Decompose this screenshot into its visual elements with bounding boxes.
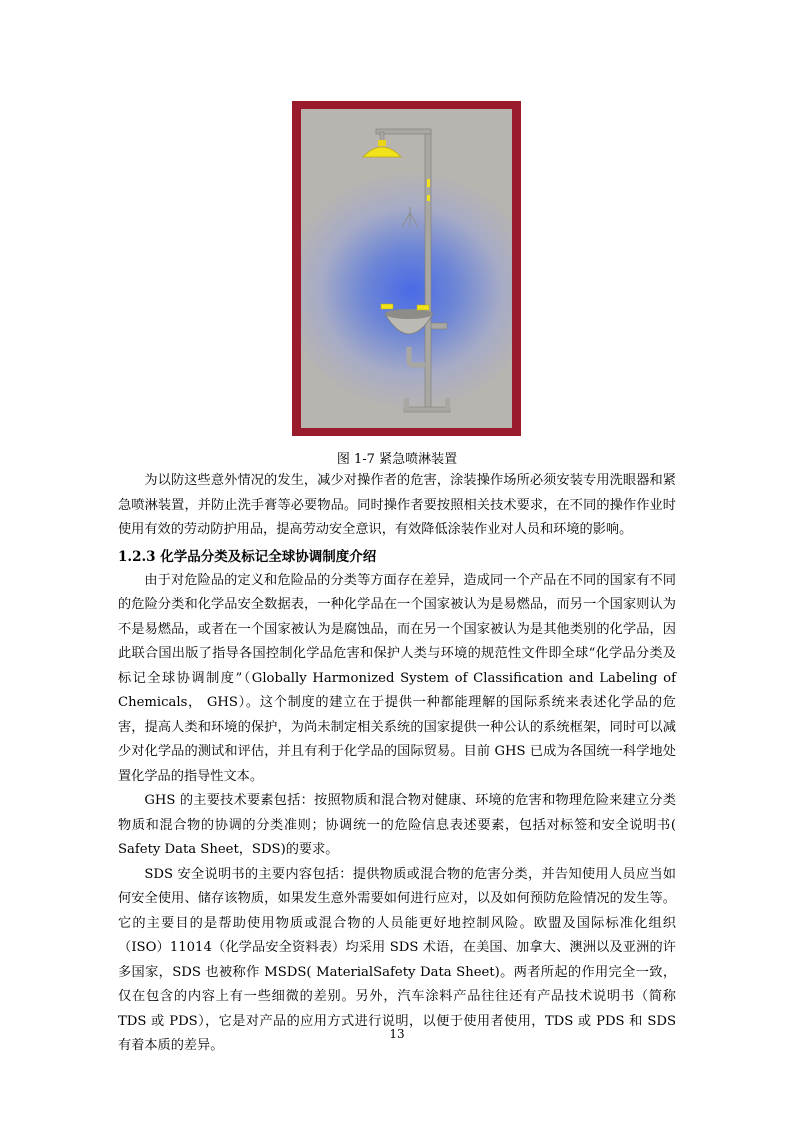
eyewash-nozzle-icon: [381, 304, 393, 309]
paragraph-sds: SDS 安全说明书的主要内容包括：提供物质或混合物的危害分类，并告知使用人员应当如何安全使用、储存该物质，如果发生意外需要如何进行应对，以及如何预防危险情况的发生等。它的主要目的是帮助使用物质或混合物的人员能更好地控制风险。欧盟及国际标准化组织（ISO）11014（化学品安全资料表）均采用 SDS 术语，在美国、加拿大、澳洲以及亚洲的许多国家，SDS 也被称作 MSDS( MaterialSafety Data Sheet)。两者所起的作用完全一致，仅在包含的内容上有一些细微的差别。另外，汽车涂料产品往往还有产品技术说明书（简称 TDS 或 PDS），它是对产品的应用方式进行说明，以便于使用者使用，TDS 或 PDS 和 SDS 有着本质的差异。: [118, 866, 676, 1053]
emergency-shower-illustration: [301, 109, 512, 428]
figure-caption: 图 1-7 紧急喷淋装置: [336, 452, 458, 467]
paragraph-ghs-elements: GHS 的主要技术要素包括：按照物质和混合物对健康、环境的危害和物理危险来建立分类物质和混合物的协调的分类准则；协调统一的危险信息表述要素，包括对标签和安全说明书( Safety Data Sheet，SDS)的要求。: [118, 793, 676, 857]
paragraph-ghs-intro: 由于对危险品的定义和危险品的分类等方面存在差异，造成同一个产品在不同的国家有不同的危险分类和化学品安全数据表，一种化学品在一个国家被认为是易燃品，而另一个国家则认为不是易燃品，或者在一个国家被认为是腐蚀品，而在另一个国家被认为是其他类别的化学品，因此联合国出版了指导各国控制化学品危害和保护人类与环境的规范性文件即全球“化学品分类及标记全球协调制度”（Globally Harmonized System of Classification and Labeling of Chemicals， GHS）。这个制度的建立在于提供一种都能理解的国际系统来表述化学品的危害，提高人类和环境的保护，为尚未制定相关系统的国家提供一种公认的系统框架，同时可以减少对化学品的测试和评估，并且有利于化学品的国际贸易。目前 GHS 已成为各国统一科学地处置化学品的指导性文本。: [118, 572, 676, 784]
section-heading: 1.2.3 化学品分类及标记全球协调制度介绍: [118, 548, 377, 565]
body-text: [118, 469, 676, 1059]
paragraph-safety: 为以防这些意外情况的发生，减少对操作者的危害，涂装操作场所必须安装专用洗眼器和紧急喷淋装置，并防止洗手膏等必要物品。同时操作者要按照相关技术要求，在不同的操作作业时使用有效的劳动防护用品，提高劳动安全意识，有效降低涂装作业对人员和环境的影响。: [118, 473, 676, 537]
figure-frame: [292, 101, 521, 436]
page-number: 13: [389, 1027, 405, 1041]
showerhead-icon: [363, 147, 401, 157]
emergency-shower-photo: [301, 109, 512, 428]
